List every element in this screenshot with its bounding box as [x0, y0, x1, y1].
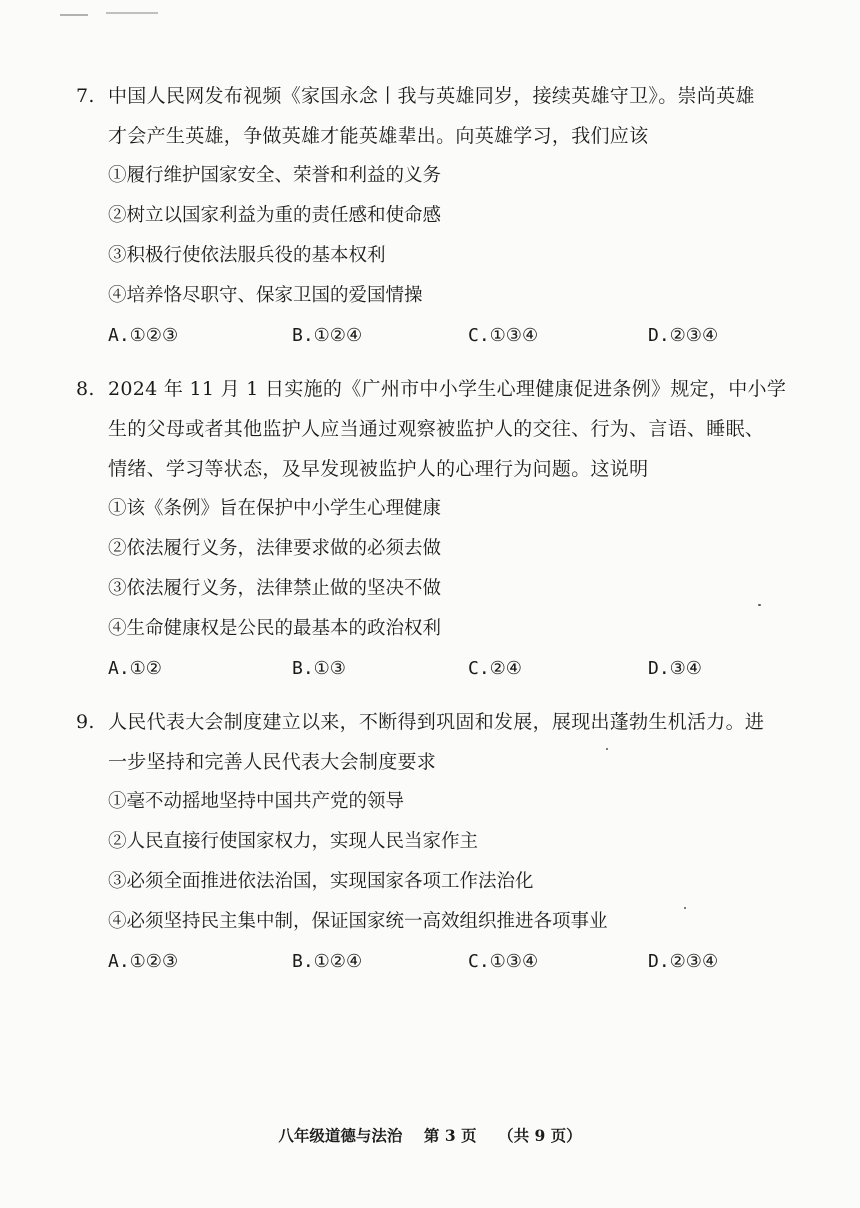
stem-text: 中国人民网发布视频《家国永念丨我与英雄同岁，接续英雄守卫》。崇尚英雄	[108, 85, 755, 107]
page-footer	[0, 1124, 860, 1146]
choice-d: D.②③④	[648, 325, 719, 346]
statement: ①该《条例》旨在保护中小学生心理健康	[108, 498, 442, 519]
scan-speck	[758, 604, 761, 606]
question-7	[76, 76, 816, 356]
statement: ③必须全面推进依法治国，实现国家各项工作法治化	[108, 871, 534, 892]
choice-b: B.①③	[292, 658, 346, 679]
statement: ④必须坚持民主集中制，保证国家统一高效组织推进各项事业	[108, 911, 608, 932]
choice-b: B.①②④	[292, 325, 363, 346]
statement: ②人民直接行使国家权力，实现人民当家作主	[108, 831, 479, 852]
choice-c: C.①③④	[468, 951, 539, 972]
choice-c: C.①③④	[468, 325, 539, 346]
statement: ①毫不动摇地坚持中国共产党的领导	[108, 791, 405, 812]
statement: ②树立以国家利益为重的责任感和使命感	[108, 205, 442, 226]
choice-d: D.②③④	[648, 951, 719, 972]
statement: ②依法履行义务，法律要求做的必须去做	[108, 538, 442, 559]
stem-text: 一步坚持和完善人民代表大会制度要求	[108, 751, 437, 773]
question-number: 9.	[76, 711, 95, 733]
question-stem-line	[76, 702, 816, 742]
answer-choices	[76, 316, 816, 356]
footer-subject: 八年级道德与法治	[278, 1126, 403, 1145]
statement: ③积极行使依法服兵役的基本权利	[108, 245, 386, 266]
question-number: 7.	[76, 85, 95, 107]
statement: ④生命健康权是公民的最基本的政治权利	[108, 618, 442, 639]
statement: ④培养恪尽职守、保家卫国的爱国情操	[108, 285, 423, 306]
answer-choices	[76, 942, 816, 982]
stem-text: 2024 年 11 月 1 日实施的《广州市中小学生心理健康促进条例》规定，中小学	[108, 378, 787, 400]
question-stem-line	[76, 76, 816, 116]
choice-a: A.①②	[108, 658, 162, 679]
answer-choices	[76, 649, 816, 689]
question-number: 8.	[76, 378, 95, 400]
scan-speck	[606, 748, 608, 750]
question-stem-line	[76, 369, 816, 409]
statement: ③依法履行义务，法律禁止做的坚决不做	[108, 578, 442, 599]
choice-a: A.①②③	[108, 951, 179, 972]
question-8	[76, 369, 816, 689]
stem-text: 情绪、学习等状态，及早发现被监护人的心理行为问题。这说明	[108, 458, 649, 480]
footer-page-number: 第 3 页	[423, 1126, 477, 1145]
scan-mark	[60, 14, 88, 16]
statement: ①履行维护国家安全、荣誉和利益的义务	[108, 165, 442, 186]
scan-speck	[684, 907, 686, 909]
scan-mark	[106, 12, 158, 14]
footer-page-total: （共 9 页）	[498, 1126, 582, 1145]
choice-d: D.③④	[648, 658, 702, 679]
choice-a: A.①②③	[108, 325, 179, 346]
choice-b: B.①②④	[292, 951, 363, 972]
stem-text: 才会产生英雄，争做英雄才能英雄辈出。向英雄学习，我们应该	[108, 125, 649, 147]
stem-text: 人民代表大会制度建立以来，不断得到巩固和发展，展现出蓬勃生机活力。进	[108, 711, 765, 733]
choice-c: C.②④	[468, 658, 522, 679]
question-9	[76, 702, 816, 982]
stem-text: 生的父母或者其他监护人应当通过观察被监护人的交往、行为、言语、睡眠、	[108, 418, 765, 440]
